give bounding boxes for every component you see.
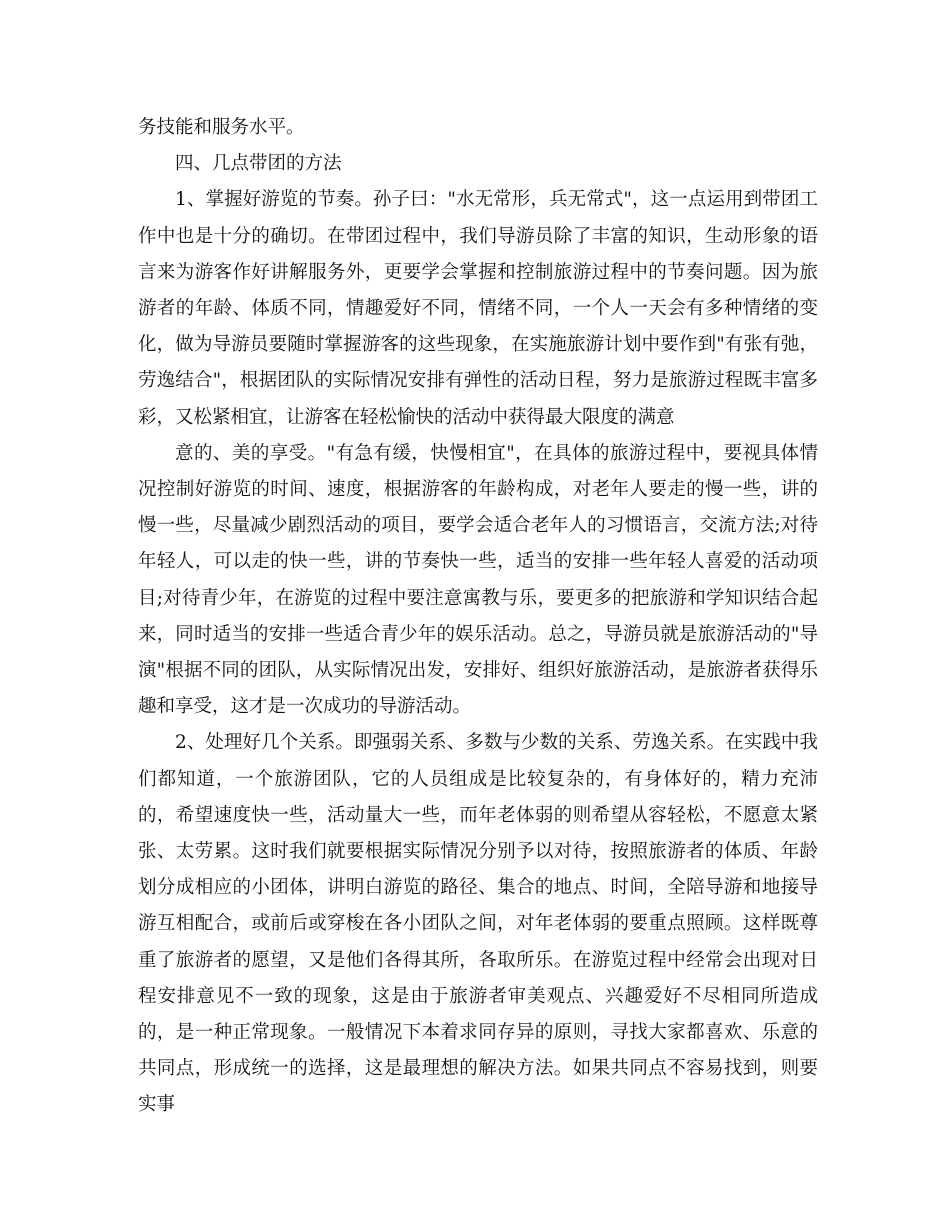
paragraph-pace: 意的、美的享受。"有急有缓，快慢相宜"，在具体的旅游过程中，要视具体情况控制好游览的时间、速度，根据游客的年龄构成，对老年人要走的慢一些，讲的慢一些，尽量减少剧烈活动的项目，要学会适合老年人的习惯语言，交流方法;对待年轻人，可以走的快一些，讲的节奏快一些，适当的安排一些年轻人喜爱的活动项目;对待青少年，在游览的过程中要注意寓教与乐，要更多的把旅游和学知识结合起来，同时适当的安排一些适合青少年的娱乐活动。总之，导游员就是旅游活动的"导演"根据不同的团队，从实际情况出发，安排好、组织好旅游活动，是旅游者获得乐趣和享受，这才是一次成功的导游活动。 (138, 442, 818, 718)
document-body (138, 110, 818, 1124)
paragraph-continuation: 务技能和服务水平。 (138, 117, 305, 138)
paragraph-relations: 2、处理好几个关系。即强弱关系、多数与少数的关系、劳逸关系。在实践中我们都知道，一个旅游团队，它的人员组成是比较复杂的，有身体好的，精力充沛的，希望速度快一些，活动量大一些，而年老体弱的则希望从容轻松，不愿意太紧张、太劳累。这时我们就要根据实际情况分别予以对待，按照旅游者的体质、年龄划分成相应的小团体，讲明白游览的路径、集合的地点、时间，全陪导游和地接导游互相配合，或前后或穿梭在各小团队之间，对年老体弱的要重点照顾。这样既尊重了旅游者的愿望，又是他们各得其所，各取所乐。在游览过程中经常会出现对日程安排意见不一致的现象，这是由于旅游者审美观点、兴趣爱好不尽相同所造成的，是一种正常现象。一般情况下本着求同存异的原则，寻找大家都喜欢、乐意的共同点，形成统一的选择，这是最理想的解决方法。如果共同点不容易找到，则要实事 (138, 732, 818, 1116)
paragraph-rhythm: 1、掌握好游览的节奏。孙子曰："水无常形，兵无常式"，这一点运用到带团工作中也是十分的确切。在带团过程中，我们导游员除了丰富的知识，生动形象的语言来为游客作好讲解服务外，更要学会掌握和控制旅游过程中的节奏问题。因为旅游者的年龄、体质不同，情趣爱好不同，情绪不同，一个人一天会有多种情绪的变化，做为导游员要随时掌握游客的这些现象，在实施旅游计划中要作到"有张有弛，劳逸结合"，根据团队的实际情况安排有弹性的活动日程，努力是旅游过程既丰富多彩，又松紧相宜，让游客在轻松愉快的活动中获得最大限度的满意 (138, 189, 818, 428)
section-heading: 四、几点带团的方法 (175, 153, 342, 175)
